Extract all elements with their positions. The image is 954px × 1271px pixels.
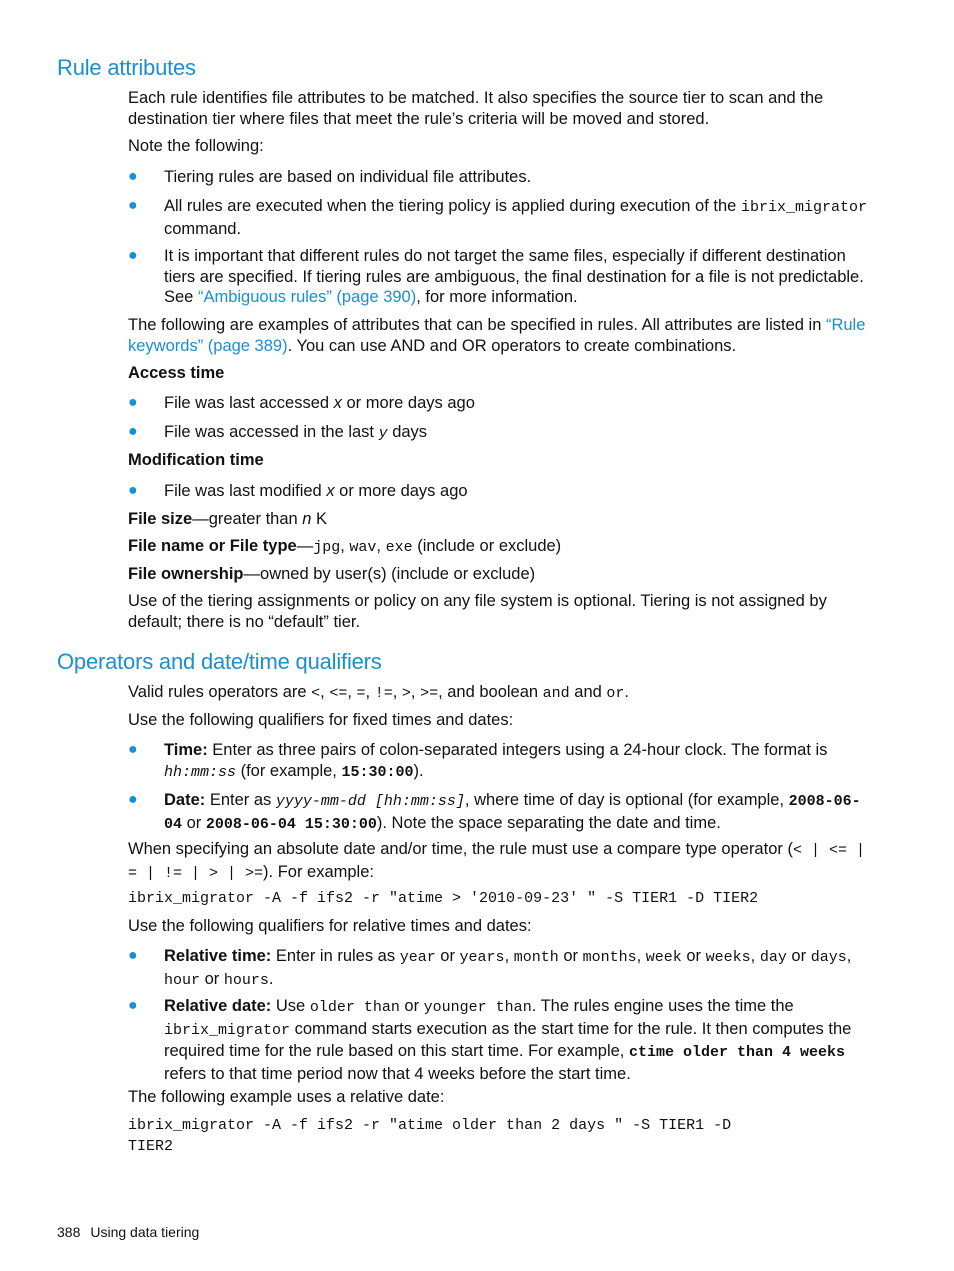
chapter-title: Using data tiering (90, 1224, 200, 1240)
bullet-item: Relative date: Use older than or younger than. The rules engine uses the time the ibrix_migrator command starts execution as the start time for the rule. It then computes the required time for the rule based on this start time. For example, ctime older than 4 weeks refers to that time period now that 4 weeks before the start time. (164, 997, 852, 1083)
bullet-item: It is important that different rules do not target the same files, especially if different destination tiers are specified. If tiering rules are ambiguous, the final destination for a file is not predictable. See “Ambiguous rules” (page 390), for more information. (164, 247, 864, 306)
absolute-paragraph: When specifying an absolute date and/or time, the rule must use a compare type operator (< | <= | = | != | > | >=). For example: (128, 840, 865, 882)
bullet-item: Date: Enter as yyyy-mm-dd [hh:mm:ss], where time of day is optional (for example, 2008-06-04 or 2008-06-04 15:30:00). Note the space separating the date and time. (164, 791, 861, 833)
bullet-item: All rules are executed when the tiering policy is applied during execution of the ibrix_migrator command. (164, 197, 867, 238)
bullet-item: Tiering rules are based on individual file attributes. (164, 168, 532, 186)
optional-paragraph: Use of the tiering assignments or policy on any file system is optional. Tiering is not assigned by default; there is no “default” tier. (128, 592, 827, 631)
bullet-icon: ● (128, 247, 138, 264)
bullet-item: File was accessed in the last y days (164, 423, 428, 442)
bullet-icon: ● (128, 394, 138, 411)
operators-paragraph: Valid rules operators are <, <=, =, !=, >, >=, and boolean and and or. (128, 683, 629, 702)
relative-example-intro: The following example uses a relative date: (128, 1088, 445, 1106)
bullet-item: File was last modified x or more days ago (164, 482, 468, 500)
bullet-icon: ● (128, 791, 138, 808)
bullet-icon: ● (128, 482, 138, 499)
link-ambiguous-rules[interactable]: “Ambiguous rules” (page 390) (197, 288, 417, 306)
file-ownership-line: File ownership—owned by user(s) (include or exclude) (128, 565, 536, 583)
bullet-icon: ● (128, 947, 138, 964)
page-footer (57, 1223, 199, 1241)
code-example-absolute: ibrix_migrator -A -f ifs2 -r "atime > '2010-09-23' " -S TIER1 -D TIER2 (128, 890, 759, 907)
file-size-line: File size—greater than n K (128, 510, 328, 528)
page-number: 388 (57, 1224, 81, 1240)
fixed-intro: Use the following qualifiers for fixed times and dates: (128, 711, 514, 729)
examples-paragraph: The following are examples of attributes that can be specified in rules. All attributes are listed in “Rule keywords” (page 389). You can use AND and OR operators to create combinations. (128, 316, 866, 355)
bullet-icon: ● (128, 168, 138, 185)
bullet-icon: ● (128, 997, 138, 1014)
heading-rule-attributes: Rule attributes (57, 55, 196, 80)
bullet-icon: ● (128, 423, 138, 440)
heading-operators: Operators and date/time qualifiers (57, 649, 382, 674)
link-rule-keywords[interactable]: “Rule keywords” (page 389) (128, 316, 866, 355)
intro-paragraph: Each rule identifies file attributes to be matched. It also specifies the source tier to scan and the destination tier where files that meet the rule’s criteria will be moved and stored. (128, 89, 824, 128)
bullet-item: Relative time: Enter in rules as year or years, month or months, week or weeks, day or days, hour or hours. (164, 947, 852, 989)
bullet-item: File was last accessed x or more days ago (164, 394, 475, 412)
relative-intro: Use the following qualifiers for relative times and dates: (128, 917, 532, 935)
bullet-icon: ● (128, 741, 138, 758)
note-paragraph: Note the following: (128, 137, 264, 155)
code-example-relative: ibrix_migrator -A -f ifs2 -r "atime older than 2 days " -S TIER1 -D TIER2 (128, 1117, 732, 1155)
subheading-modification-time: Modification time (128, 451, 264, 469)
bullet-item: Time: Enter as three pairs of colon-separated integers using a 24-hour clock. The format is hh:mm:ss (for example, 15:30:00). (164, 741, 828, 781)
subheading-access-time: Access time (128, 364, 225, 382)
file-name-line: File name or File type—jpg, wav, exe (include or exclude) (128, 537, 562, 556)
bullet-icon: ● (128, 197, 138, 214)
